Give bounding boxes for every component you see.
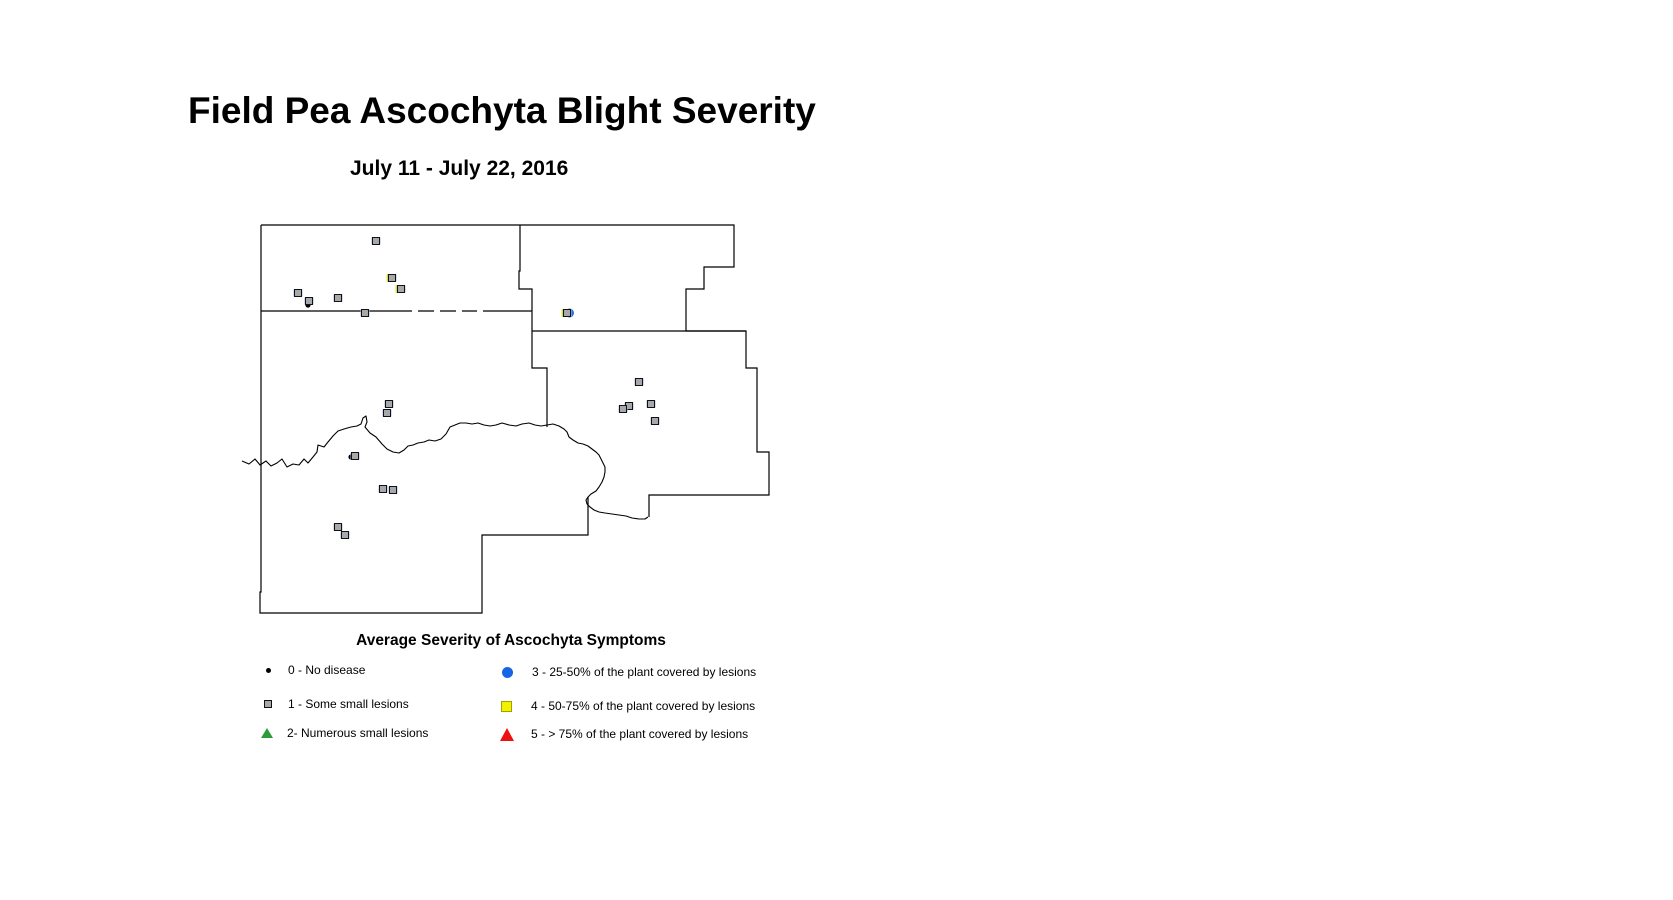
severity-1-marker [306,298,313,305]
severity-1-marker [398,286,405,293]
severity-1-marker [620,406,627,413]
severity-1-marker [390,487,397,494]
severity-1-marker [389,275,396,282]
severity-1-marker [386,401,393,408]
severity-1-marker [373,238,380,245]
legend-item-3-label: 3 - 25-50% of the plant covered by lesions [532,665,757,679]
county-boundary-outer-northeast [261,225,769,517]
severity-1-marker [380,486,387,493]
yellow-square-icon [499,701,514,712]
river-boundary [242,416,648,519]
legend-item-0-label: 0 - No disease [288,663,366,677]
county-boundary-west-south [260,225,588,613]
legend-item-1 [262,696,409,712]
severity-1-marker [335,524,342,531]
legend-item-4-label: 4 - 50-75% of the plant covered by lesions [531,699,756,713]
county-map [0,0,850,650]
severity-1-marker [648,401,655,408]
severity-1-marker [352,453,359,460]
severity-1-marker [362,310,369,317]
legend-item-3 [500,664,756,680]
legend-item-0 [262,662,365,678]
severity-1-marker [652,418,659,425]
black-dot-icon [262,668,274,673]
severity-1-marker [636,379,643,386]
legend-item-4 [499,698,755,714]
blue-circle-icon [500,667,515,678]
legend-item-2 [261,725,428,741]
county-line-vertical [519,225,547,427]
severity-1-marker [335,295,342,302]
severity-1-marker [564,310,571,317]
legend-item-5-label: 5 - > 75% of the plant covered by lesions [531,727,749,741]
legend-item-2-label: 2- Numerous small lesions [287,726,429,740]
county-map-svg [0,0,850,650]
severity-1-marker [384,410,391,417]
legend-item-1-label: 1 - Some small lesions [288,697,409,711]
legend-item-5 [499,726,748,742]
gray-square-icon [262,700,274,708]
map-date-range: July 11 - July 22, 2016 [350,157,569,180]
legend-title: Average Severity of Ascochyta Symptoms [356,632,666,649]
map-title: Field Pea Ascochyta Blight Severity [188,90,816,131]
survey-markers [294,238,660,539]
severity-1-marker [295,290,302,297]
severity-1-marker [342,532,349,539]
green-triangle-icon [261,728,273,738]
red-triangle-icon [499,728,514,741]
